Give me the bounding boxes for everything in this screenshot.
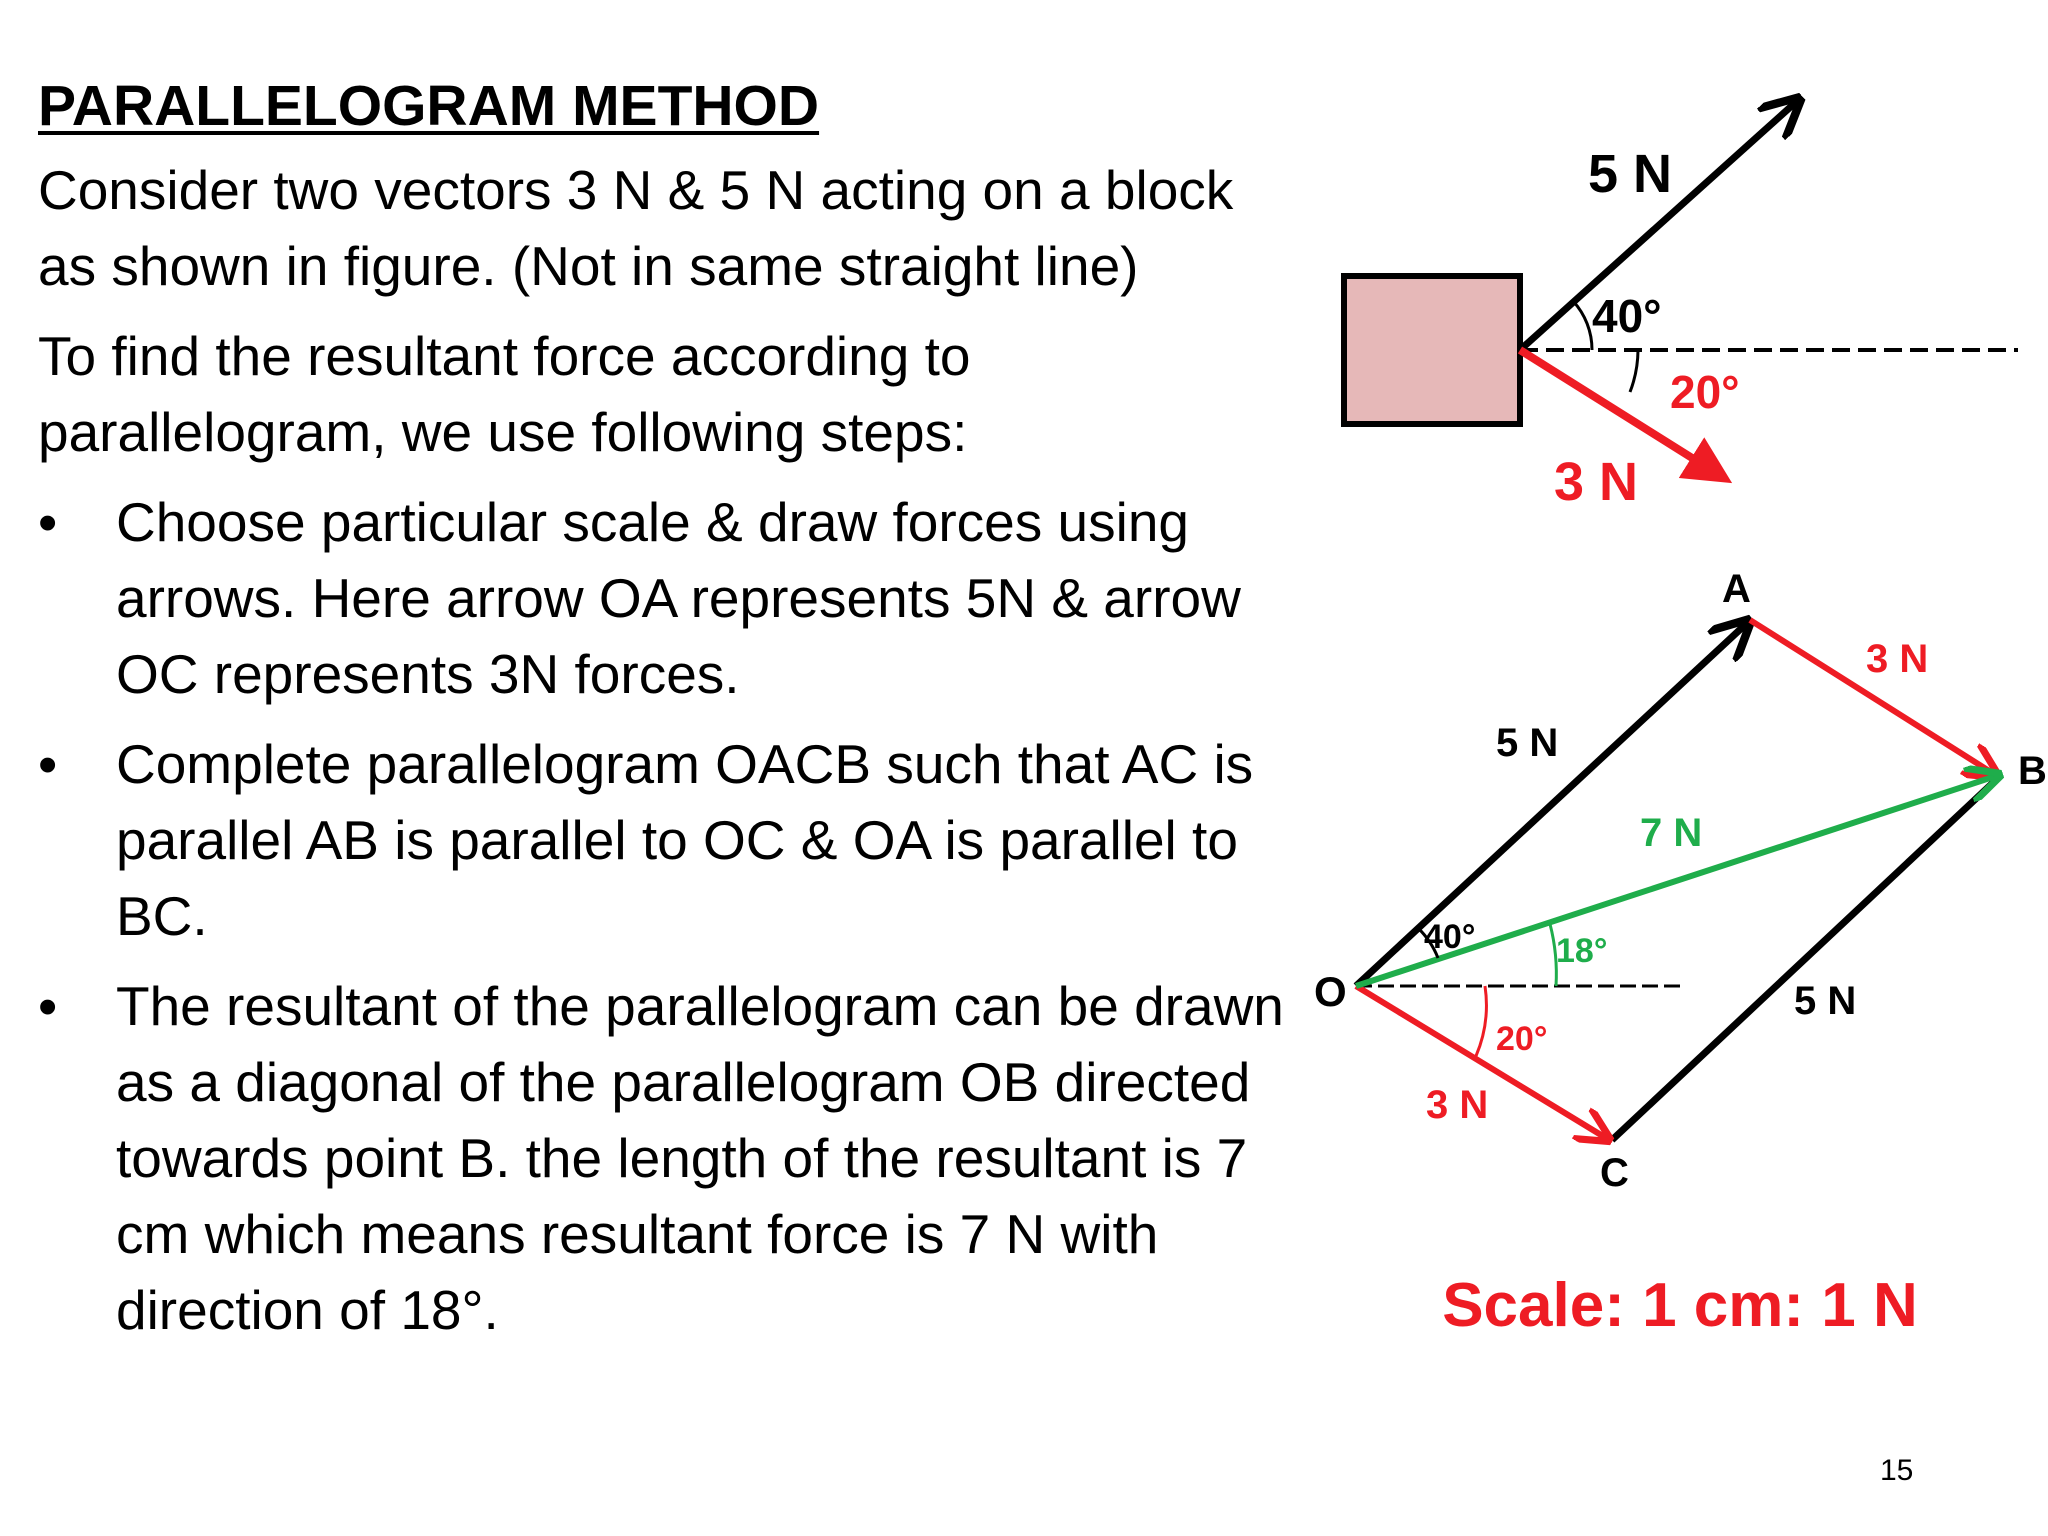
- resultant-ob-label: 7 N: [1640, 811, 1703, 855]
- force-3n-label: 3 N: [1554, 452, 1639, 512]
- angle-oc-label: 20°: [1496, 1020, 1548, 1058]
- point-c-label: C: [1600, 1151, 1629, 1195]
- side-ab-label: 3 N: [1866, 637, 1929, 681]
- angle-arc-oc: [1476, 986, 1486, 1056]
- block-force-figure: [1344, 102, 2018, 512]
- angle-arc-lower: [1630, 350, 1638, 392]
- side-oc-label: 3 N: [1426, 1083, 1489, 1127]
- angle-label-upper: 40°: [1592, 290, 1662, 342]
- point-a-label: A: [1722, 567, 1751, 611]
- intro-paragraph-2: To find the resultant force according to parallelogram, we use following steps:: [38, 325, 971, 463]
- step-text: The resultant of the parallelogram can be drawn as a diagonal of the parallelogram OB directed towards point B. the length of the resultant is 7 cm which means resultant force is 7 N with direction of 18°.: [116, 975, 1284, 1341]
- block-shape: [1344, 276, 1520, 424]
- step-text: Choose particular scale & draw forces using arrows. Here arrow OA represents 5N & arrow OC represents 3N forces.: [116, 491, 1241, 705]
- page-number: 15: [1880, 1454, 1914, 1487]
- force-5n-label: 5 N: [1588, 144, 1673, 204]
- bullet-icon: •: [38, 733, 58, 795]
- side-cb-label: 5 N: [1794, 979, 1857, 1023]
- slide-title: PARALLELOGRAM METHOD: [38, 74, 820, 138]
- angle-oa-label: 40°: [1424, 918, 1476, 956]
- angle-ob-label: 18°: [1556, 932, 1608, 970]
- intro-paragraph-1: Consider two vectors 3 N & 5 N acting on a block as shown in figure. (Not in same straight line): [38, 159, 1234, 297]
- parallelogram-figure: [1314, 567, 2047, 1195]
- bullet-icon: •: [38, 491, 58, 553]
- point-b-label: B: [2018, 749, 2047, 793]
- angle-label-lower: 20°: [1670, 366, 1740, 418]
- bullet-icon: •: [38, 975, 58, 1037]
- side-oa-label: 5 N: [1496, 721, 1559, 765]
- step-text: Complete parallelogram OACB such that AC is parallel AB is parallel to OC & OA is parallel to BC.: [116, 733, 1254, 947]
- scale-note: Scale: 1 cm: 1 N: [1442, 1271, 1918, 1340]
- angle-arc-upper: [1573, 301, 1592, 350]
- point-o-label: O: [1314, 968, 1347, 1015]
